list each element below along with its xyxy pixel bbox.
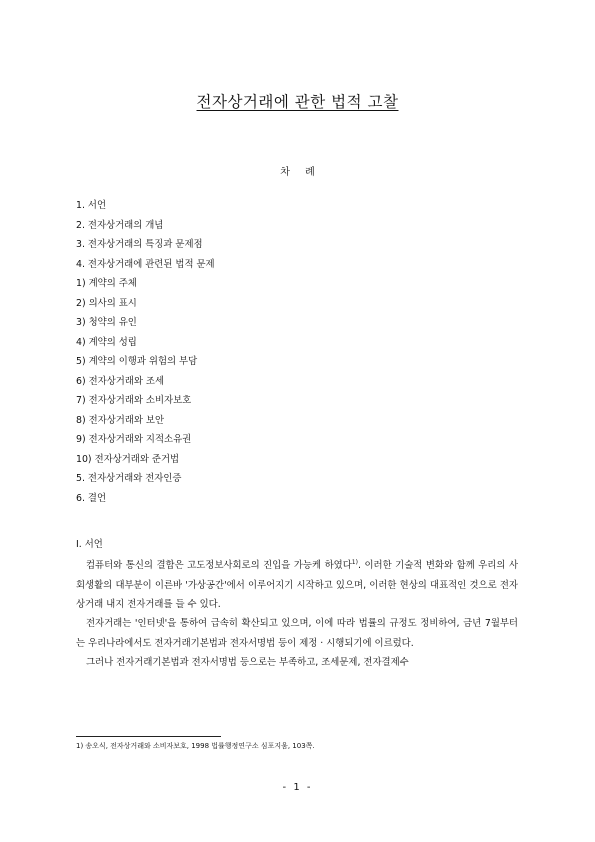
toc-item: 4) 계약의 성립: [76, 336, 137, 348]
toc-item: 3) 청약의 유인: [76, 317, 137, 328]
toc-heading: 차 례: [280, 167, 321, 178]
toc-item: 2. 전자상거래의 개념: [76, 219, 164, 231]
toc-item: 10) 전자상거래와 준거법: [76, 453, 180, 465]
paragraph-text: . 이러한 기술적 변화와 함께 우리의 사회생활의 대부분이 이른바 '가상공간'에서 이루어지기 시작하고 있으며, 이러한 현상의 대표적인 것으로 전자상거래 내지 전자거래를 들 수 있다.: [76, 560, 518, 610]
toc-item: 3. 전자상거래의 특징과 문제점: [76, 239, 203, 250]
toc-item: 4. 전자상거래에 관련된 법적 문제: [76, 258, 215, 270]
footnote-divider: [76, 736, 221, 737]
paragraph-text: 컴퓨터와 통신의 결합은 고도정보사회로의 진입을 가능케 하였다: [86, 560, 352, 572]
toc-item: 2) 의사의 표시: [76, 297, 137, 309]
table-of-contents: [76, 196, 215, 508]
footnote: 1) 송오식, 전자상거래와 소비자보호, 1998 법률행정연구소 심포지움, 103쪽.: [76, 742, 315, 750]
toc-item: 6) 전자상거래와 조세: [76, 375, 165, 387]
section-heading: Ⅰ. 서언: [76, 539, 103, 550]
toc-item: 6. 결언: [76, 492, 107, 504]
paragraph: [76, 553, 518, 614]
footnote-reference[interactable]: 1): [351, 559, 358, 566]
toc-item: 5) 계약의 이행과 위험의 부담: [76, 356, 198, 367]
toc-item: 8) 전자상거래와 보안: [76, 414, 165, 426]
document-title: [0, 90, 595, 112]
body-text: [76, 553, 518, 673]
toc-item: 7) 전자상거래와 소비자보호: [76, 395, 192, 406]
page-number: - 1 -: [282, 782, 313, 793]
toc-item: 9) 전자상거래와 지적소유권: [76, 434, 192, 445]
toc-item: 1. 서언: [76, 200, 107, 211]
paragraph: 전자거래는 '인터넷'을 통하여 급속히 확산되고 있으며, 이에 따라 법률의 규정도 정비하여, 금년 7월부터는 우리나라에서도 전자거래기본법과 전자서명법 등이 제정 · 시행되기에 이르렀다.: [76, 618, 518, 649]
toc-item: 1) 계약의 주체: [76, 278, 137, 289]
document-title-text: 전자상거래에 관한 법적 고찰: [196, 93, 399, 111]
paragraph: 그러나 전자거래기본법과 전자서명법 등으로는 부족하고, 조세문제, 전자결제수: [86, 657, 409, 669]
toc-item: 5. 전자상거래와 전자인증: [76, 473, 182, 484]
